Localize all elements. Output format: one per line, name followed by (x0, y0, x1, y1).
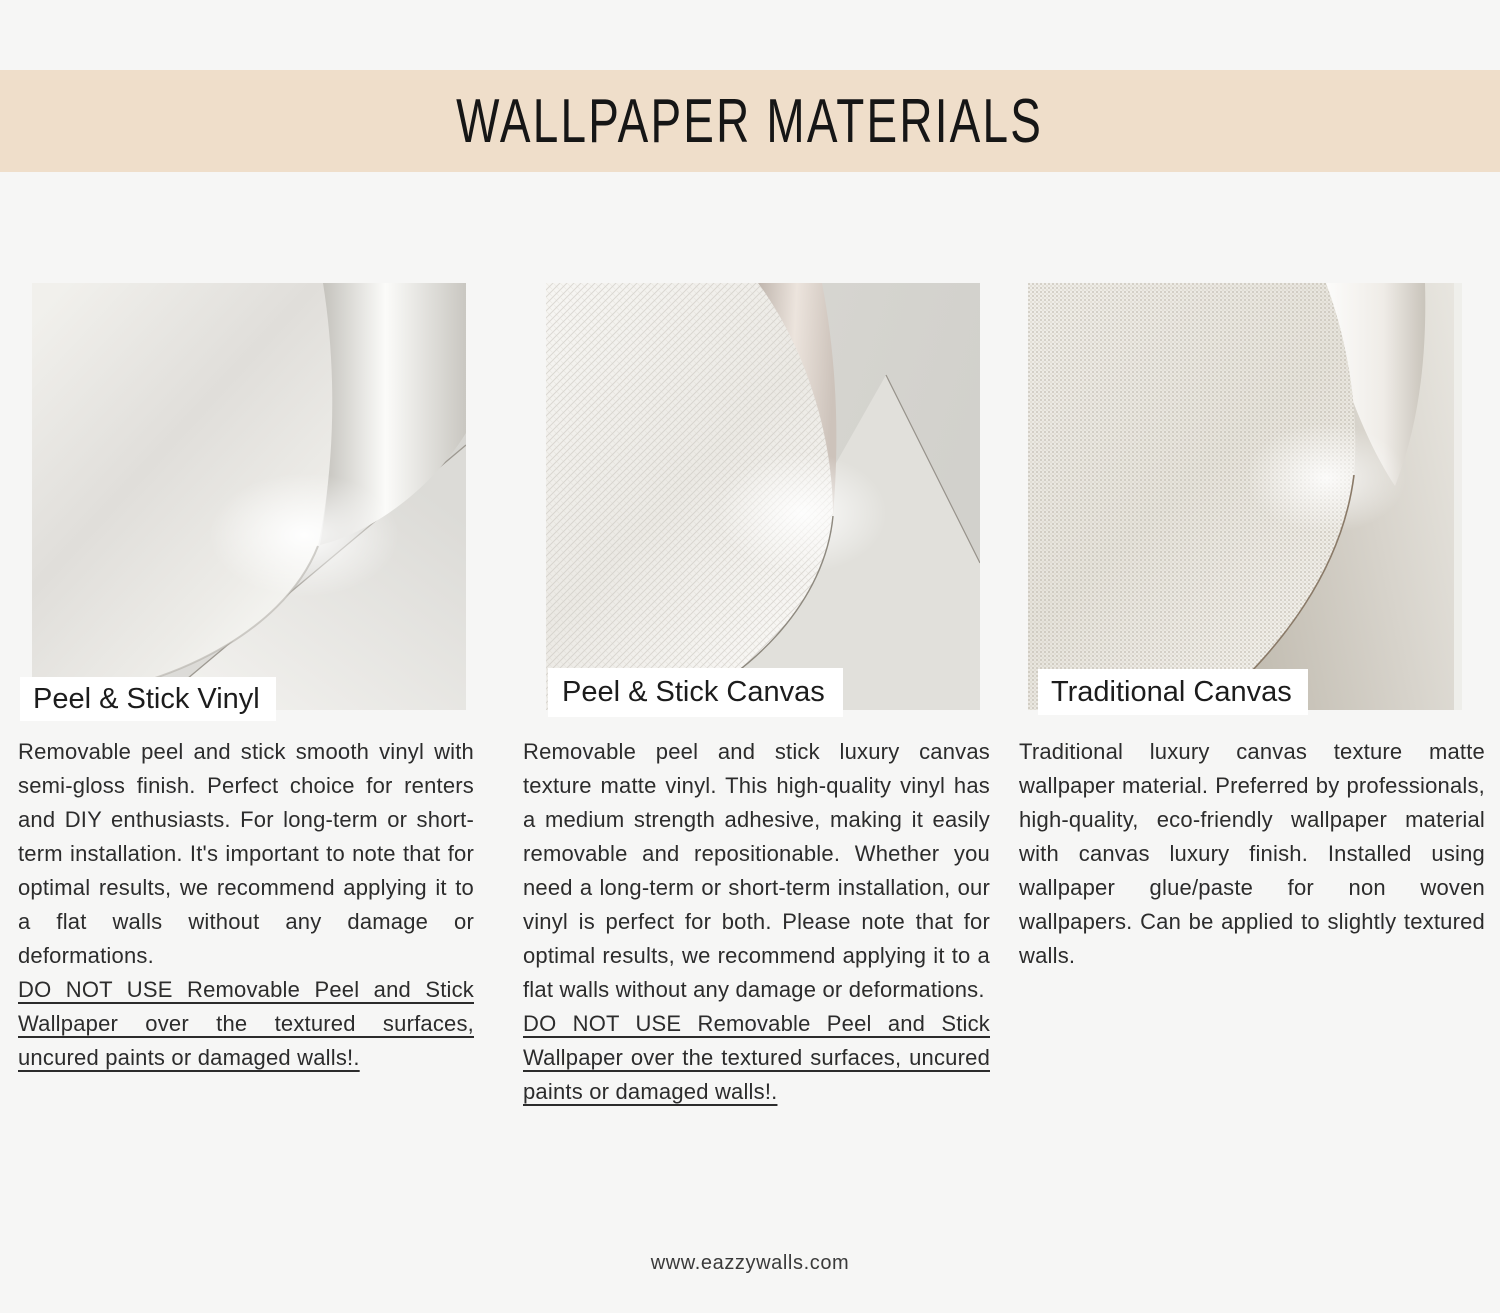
title-band (0, 70, 1500, 172)
canvas-texture-curled-sheet-photo (546, 283, 980, 710)
material-description: Traditional luxury canvas texture matte wallpaper material. Preferred by professionals, high-quality, eco-friendly wallpaper material with canvas luxury finish. Installed using wallpaper glue/paste for non woven wallpapers. Can be applied to slightly textured walls. (1019, 739, 1485, 968)
material-label: Traditional Canvas (1038, 669, 1308, 715)
material-column-peel-stick-vinyl (18, 283, 474, 1075)
woven-canvas-curled-sheet-photo (1028, 283, 1462, 710)
material-column-traditional-canvas (1019, 283, 1485, 973)
page-title: WALLPAPER MATERIALS (456, 86, 1044, 156)
website-url: www.eazzywalls.com (650, 1252, 850, 1274)
material-column-peel-stick-canvas (523, 283, 990, 1109)
sample-figure (18, 283, 474, 722)
sample-figure (1019, 283, 1485, 722)
material-label: Peel & Stick Vinyl (20, 677, 276, 721)
sample-figure (523, 283, 990, 722)
material-label: Peel & Stick Canvas (548, 668, 843, 717)
smooth-vinyl-curled-sheet-photo (32, 283, 466, 710)
material-warning: DO NOT USE Removable Peel and Stick Wallpaper over the textured surfaces, uncured paints or damaged walls!. (18, 977, 474, 1070)
material-description: Removable peel and stick luxury canvas texture matte vinyl. This high-quality vinyl has a medium strength adhesive, making it easily removable and repositionable. Whether you need a long-term or short-term installation, our vinyl is perfect for both. Please note that for optimal results, we recommend applying it to a flat walls without any damage or deformations. (523, 739, 990, 1002)
material-description: Removable peel and stick smooth vinyl with semi-gloss finish. Perfect choice for renters and DIY enthusiasts. For long-term or short-term installation. It's important to note that for optimal results, we recommend applying it to a flat walls without any damage or deformations. (18, 739, 474, 968)
material-warning: DO NOT USE Removable Peel and Stick Wallpaper over the textured surfaces, uncured paints or damaged walls!. (523, 1011, 990, 1104)
